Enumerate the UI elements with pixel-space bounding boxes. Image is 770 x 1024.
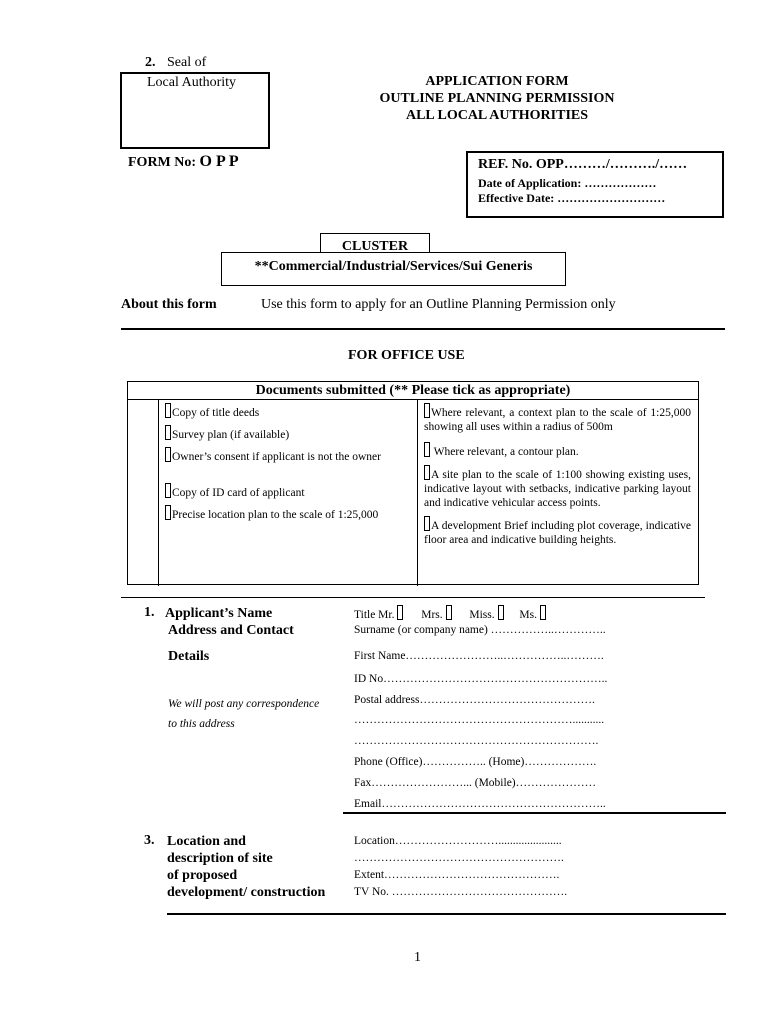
title-line-2: OUTLINE PLANNING PERMISSION bbox=[379, 91, 615, 106]
seal-label: Seal of bbox=[167, 55, 207, 70]
title-line-1: APPLICATION FORM bbox=[425, 74, 569, 89]
column-line bbox=[158, 400, 159, 586]
extent-field[interactable]: Extent………………………………………. bbox=[354, 869, 560, 881]
checkbox-icon[interactable] bbox=[165, 447, 171, 462]
documents-right-list bbox=[424, 403, 691, 547]
documents-table bbox=[127, 381, 699, 585]
checkbox-icon[interactable] bbox=[424, 442, 430, 457]
title-miss-checkbox[interactable] bbox=[498, 605, 504, 620]
documents-left-list bbox=[165, 403, 410, 527]
checkbox-icon[interactable] bbox=[165, 483, 171, 498]
checkbox-icon[interactable] bbox=[424, 465, 430, 480]
checkbox-icon[interactable] bbox=[424, 403, 430, 418]
doc-item[interactable]: A site plan to the scale of 1:100 showing existing uses, indicative layout with setbacks, indicative parking layout and indicative vehicular access points. bbox=[424, 465, 691, 510]
reference-box bbox=[466, 151, 724, 218]
checkbox-icon[interactable] bbox=[165, 403, 171, 418]
title-line-3: ALL LOCAL AUTHORITIES bbox=[405, 108, 589, 123]
cluster-value: **Commercial/Industrial/Services/Sui Generis bbox=[254, 259, 533, 274]
description-field[interactable]: ………………………………………………. bbox=[354, 852, 564, 864]
section-1-number: 1. bbox=[144, 605, 155, 620]
postal-address-line-3[interactable]: ………………………………………………………. bbox=[354, 735, 599, 747]
divider bbox=[121, 328, 725, 330]
doc-item[interactable]: Where relevant, a context plan to the scale of 1:25,000 showing all uses within a radius of 500m bbox=[424, 403, 691, 434]
date-of-application: Date of Application: ……………… bbox=[478, 176, 657, 190]
doc-item[interactable]: Copy of ID card of applicant bbox=[165, 483, 410, 505]
tv-no-field[interactable]: TV No. ………………………………………. bbox=[354, 886, 568, 898]
page-number: 1 bbox=[414, 950, 421, 965]
form-title bbox=[330, 73, 664, 124]
cluster-label-box bbox=[320, 233, 430, 253]
doc-item[interactable]: Precise location plan to the scale of 1:25,000 bbox=[165, 505, 410, 527]
postal-address-line-2[interactable]: …………………………………………………........... bbox=[354, 714, 605, 726]
section-3-heading: Location and description of site of proposed development/ construction bbox=[167, 834, 326, 900]
doc-item[interactable]: Copy of title deeds bbox=[165, 403, 410, 425]
phone-field[interactable]: Phone (Office)…………….. (Home)………………. bbox=[354, 756, 597, 768]
cluster-label: CLUSTER bbox=[341, 239, 409, 254]
title-options: Title Mr. Mrs. Miss. Ms. bbox=[354, 605, 547, 621]
cluster-value-box bbox=[221, 252, 566, 286]
divider bbox=[167, 913, 726, 915]
postal-address-field[interactable]: Postal address………………………………………. bbox=[354, 694, 595, 706]
checkbox-icon[interactable] bbox=[165, 425, 171, 440]
form-no-label: FORM No: bbox=[128, 155, 197, 170]
surname-field[interactable]: Surname (or company name) ……………..………….. bbox=[354, 624, 606, 636]
title-ms-checkbox[interactable] bbox=[540, 605, 546, 620]
seal-number: 2. bbox=[145, 55, 156, 70]
checkbox-icon[interactable] bbox=[424, 516, 430, 531]
first-name-field[interactable]: First Name……………………..……………..………. bbox=[354, 650, 604, 662]
about-text: Use this form to apply for an Outline Planning Permission only bbox=[261, 297, 616, 312]
form-no bbox=[128, 153, 239, 171]
title-mrs-checkbox[interactable] bbox=[446, 605, 452, 620]
seal-box-text: Local Authority bbox=[147, 75, 237, 90]
form-no-value: O P P bbox=[199, 153, 239, 170]
checkbox-icon[interactable] bbox=[165, 505, 171, 520]
section-3-number: 3. bbox=[144, 833, 155, 848]
doc-item[interactable]: Survey plan (if available) bbox=[165, 425, 410, 447]
divider bbox=[121, 597, 705, 598]
section-1-note: We will post any correspondence to this address bbox=[168, 698, 320, 730]
id-no-field[interactable]: ID No………………………………………………….. bbox=[354, 673, 608, 685]
about-label: About this form bbox=[121, 297, 217, 312]
fax-mobile-field[interactable]: Fax……………………... (Mobile)………………… bbox=[354, 777, 597, 789]
doc-item[interactable]: Where relevant, a contour plan. bbox=[424, 442, 691, 459]
effective-date: Effective Date: ……………………… bbox=[478, 191, 666, 205]
doc-item[interactable]: A development Brief including plot coverage, indicative floor area and indicative building heights. bbox=[424, 516, 691, 547]
column-line bbox=[417, 400, 418, 586]
title-mr-checkbox[interactable] bbox=[397, 605, 403, 620]
office-use-heading: FOR OFFICE USE bbox=[348, 348, 465, 363]
ref-number: REF. No. OPP………/………./…… bbox=[478, 157, 688, 172]
doc-item[interactable]: Owner’s consent if applicant is not the owner bbox=[165, 447, 410, 483]
email-field[interactable]: Email………………………………………………….. bbox=[354, 798, 606, 810]
location-field[interactable]: Location………………………...................... bbox=[354, 835, 562, 847]
documents-header: Documents submitted (** Please tick as appropriate) bbox=[128, 382, 698, 400]
divider bbox=[343, 812, 726, 814]
seal-box bbox=[120, 72, 270, 149]
section-1-heading: Applicant’s Name Address and Contact Details bbox=[165, 606, 294, 664]
